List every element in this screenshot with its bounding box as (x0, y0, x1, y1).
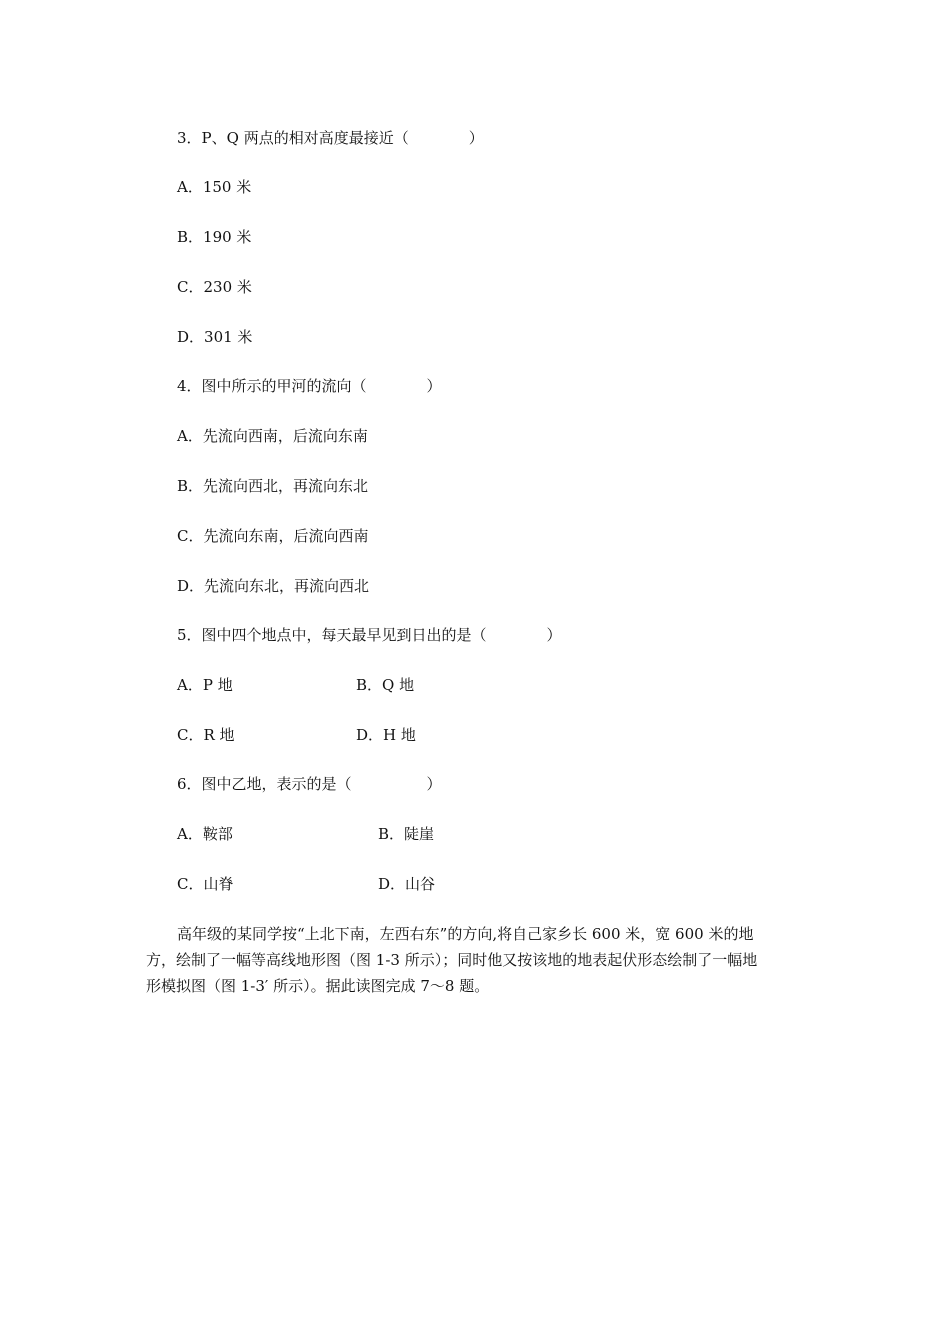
passage (146, 921, 816, 999)
question-3-option-b: B．190 米 (177, 228, 252, 246)
question-4-option-b: B．先流向西北，再流向东北 (177, 477, 369, 495)
question-4-stem: 4．图中所示的甲河的流向（ ） (177, 377, 442, 395)
question-6-option-d: D．山谷 (378, 875, 436, 893)
question-4-option-c: C．先流向东南，后流向西南 (177, 527, 369, 545)
question-4-option-a: A．先流向西南，后流向东南 (177, 427, 368, 445)
question-5-option-a: A．P 地 (177, 676, 233, 694)
question-3-option-c: C．230 米 (177, 278, 252, 296)
question-6-stem: 6．图中乙地，表示的是（ ） (177, 775, 442, 793)
question-5-stem: 5．图中四个地点中，每天最早见到日出的是（ ） (177, 626, 562, 644)
question-6-option-a: A．鞍部 (177, 825, 233, 843)
question-4-option-d: D．先流向东北，再流向西北 (177, 577, 370, 595)
question-5-option-b: B．Q 地 (356, 676, 415, 694)
passage-line-3: 形模拟图（图 1-3′ 所示）。据此读图完成 7～8 题。 (146, 977, 490, 995)
question-6-option-b: B．陡崖 (378, 825, 435, 843)
question-6-option-c: C．山脊 (177, 875, 234, 893)
question-3-option-a: A．150 米 (177, 178, 252, 196)
question-5-option-c: C．R 地 (177, 726, 235, 744)
passage-line-1: 高年级的某同学按“上北下南，左西右东”的方向,将自己家乡长 600 米，宽 600 米的地 (177, 925, 754, 943)
question-3-stem: 3．P、Q 两点的相对高度最接近（ ） (177, 129, 484, 147)
question-5-option-d: D．H 地 (356, 726, 416, 744)
question-3-option-d: D．301 米 (177, 328, 253, 346)
passage-line-2: 方，绘制了一幅等高线地形图（图 1-3 所示）；同时他又按该地的地表起伏形态绘制了一幅地 (146, 951, 758, 969)
